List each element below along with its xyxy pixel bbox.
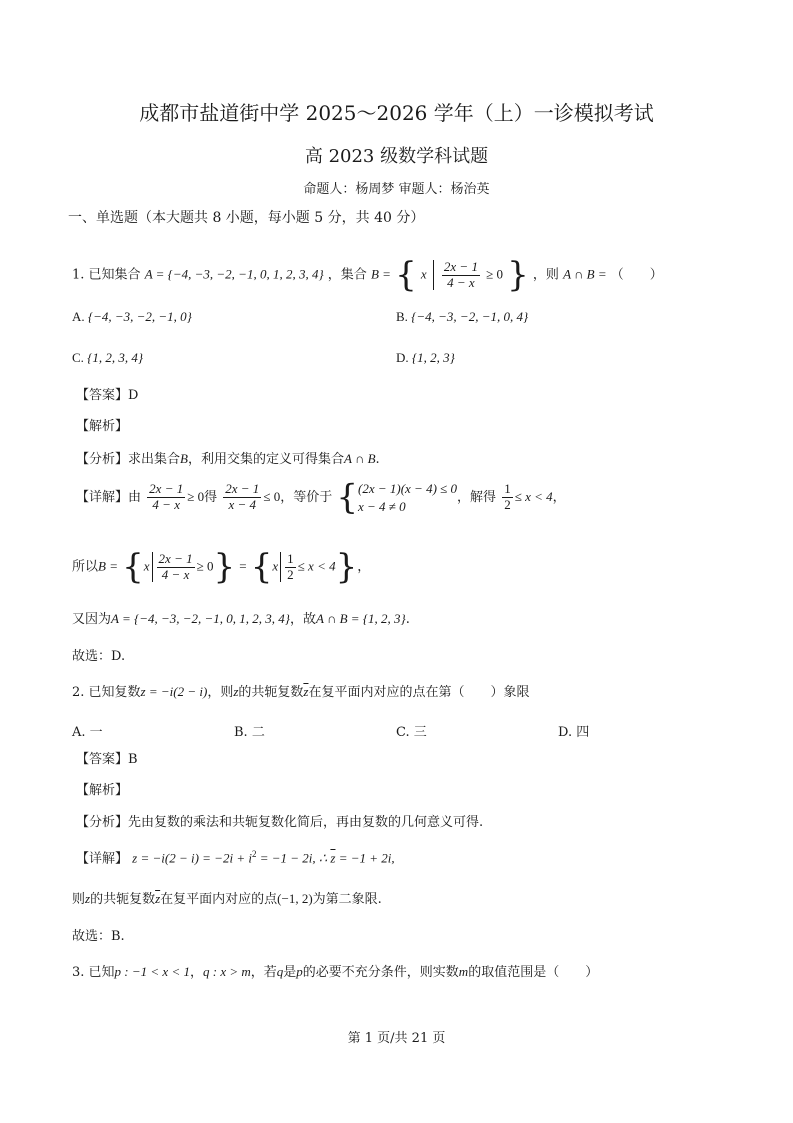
section-heading: 一、单选题（本大题共 8 小题，每小题 5 分，共 40 分） [68, 210, 425, 226]
page-footer: 第 1 页/共 21 页 [347, 1031, 446, 1046]
q1-option-b[interactable]: B. {−4, −3, −2, −1, 0, 4} [396, 309, 529, 324]
q2-conclusion: 则z的共轭复数$\overline{z}$在复平面内对应的点(−1, 2)为第二象限. [72, 891, 382, 907]
q1-intersect: A ∩ B = [563, 266, 607, 282]
q1-set-b-lhs: B = [370, 266, 391, 282]
page-title: 成都市盐道街中学 2025～2026 学年（上）一诊模拟考试 [139, 101, 654, 125]
q1-answer: 【答案】D [76, 388, 139, 403]
q2-fenxi: 【分析】先由复数的乘法和共轭复数化简后，再由复数的几何意义可得. [76, 815, 484, 830]
q1-system-brace: { [336, 477, 358, 518]
q1-suffix: ，则 [532, 267, 559, 283]
q2-analysis-tag: 【解析】 [76, 783, 129, 798]
q1-stem [72, 255, 663, 295]
q1-option-d[interactable]: D. {1, 2, 3} [396, 350, 455, 365]
page-subtitle: 高 2023 级数学科试题 [304, 146, 489, 167]
q1-detail-frac2: $\frac{2x - 1}{x - 4}$ [225, 481, 260, 513]
q1-fenxi: 【分析】求出集合B，利用交集的定义可得集合A ∩ B. [76, 451, 380, 467]
q1-detail-frac1: $\frac{2x - 1}{4 - x}$ [149, 481, 184, 513]
q2-option-b[interactable]: B. 二 [234, 725, 265, 740]
q1-cond: ≥ 0 [486, 266, 503, 282]
q1-x-var: x [420, 266, 427, 282]
q1-brace-open: { [395, 255, 417, 295]
q1-again: 又因为A = {−4, −3, −2, −1, 0, 1, 2, 3, 4}，故A ∩ B = {1, 2, 3}. [72, 611, 410, 627]
q1-frac-num: 2x − 1 [443, 258, 478, 274]
q1-paren: （ ） [610, 267, 663, 283]
q2-option-d[interactable]: D. 四 [558, 725, 590, 740]
q2-answer: 【答案】B [76, 752, 138, 767]
q2-option-a[interactable]: A. 一 [72, 725, 103, 740]
q2-stem: 2. 已知复数z = −i(2 − i)，则z的共轭复数$\overline{z}$在复平面内对应的点在第（ ）象限 [72, 684, 530, 700]
q1-brace-close: } [507, 255, 529, 295]
q1-detail-half: $\frac{1}{2}$ [504, 481, 511, 513]
q1-set-a: A = {−4, −3, −2, −1, 0, 1, 2, 3, 4} [144, 266, 324, 282]
q1-mid: ，集合 [327, 267, 367, 283]
q1-analysis-tag: 【解析】 [76, 419, 129, 434]
q2-option-c[interactable]: C. 三 [396, 725, 427, 740]
q1-frac-den: 4 − x [447, 274, 475, 290]
q1-so-half: $\frac{1}{2}$ [287, 550, 294, 582]
q1-option-a[interactable]: A. {−4, −3, −2, −1, 0} [72, 309, 192, 324]
q2-detail: 【详解】 $z = -i(2 - i) = -2i + i^2 = -1 - 2i$, ∴ $\overline{z} = -1 + 2i$, [76, 849, 395, 867]
q1-prefix: 1. 已知集合 [72, 267, 141, 283]
q2-choose: 故选：B. [72, 929, 125, 944]
setters-line: 命题人：杨周梦 审题人：杨治英 [303, 182, 490, 197]
q1-fraction [442, 260, 480, 291]
q1-detail: 【详解】由 $\frac{2x - 1}{4 - x}$ ≥ 0得 $\frac{2x - 1}{x - 4}$ ≤ 0，等价于 { (2x − 1)(x − 4) ≤ 0 x − 4 ≠ 0 ，解得 $\frac{1}{2}$ ≤ x < 4， [76, 477, 566, 518]
q1-choose: 故选：D. [72, 649, 126, 664]
q1-system: (2x − 1)(x − 4) ≤ 0 x − 4 ≠ 0 [358, 481, 458, 514]
q1-vbar [433, 260, 434, 290]
q3-stem: 3. 已知p : −1 < x < 1，q : x > m，若q是p的必要不充分条件，则实数m的取值范围是（ ） [72, 964, 599, 980]
q1-so: 所以B = {x $\frac{2x - 1}{4 - x}$ ≥ 0} = {x $\frac{1}{2}$ ≤ x < 4}， [72, 547, 371, 587]
q1-so-frac: $\frac{2x - 1}{4 - x}$ [158, 550, 193, 582]
q1-option-c[interactable]: C. {1, 2, 3, 4} [72, 350, 144, 365]
